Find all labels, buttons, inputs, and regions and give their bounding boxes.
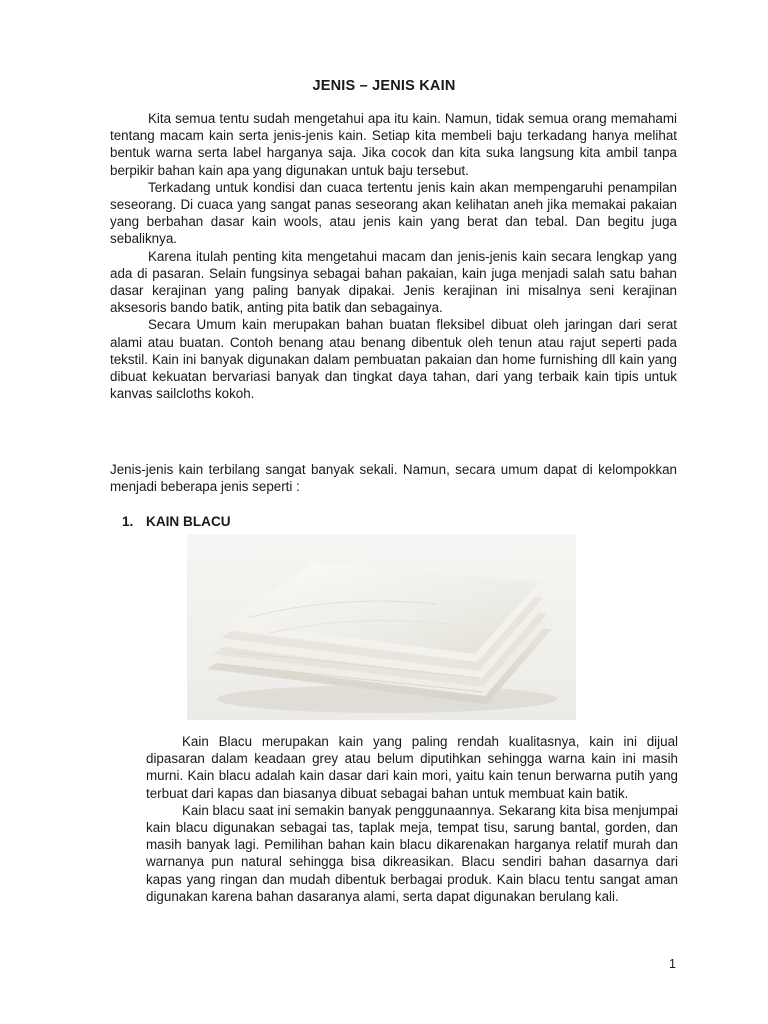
section-paragraph: Kain Blacu merupakan kain yang paling rendah kualitasnya, kain ini dijual dipasaran dalam keadaan grey atau belum diputihkan sehingga warna kain ini masih murni. Kain blacu adalah kain dasar dari kain mori, yaitu kain tenun berwarna putih yang terbuat dari kapas dan biasanya dibuat sebagai bahan untuk membuat kain batik.	[146, 734, 678, 801]
lead-text	[110, 461, 677, 495]
section-title: KAIN BLACU	[146, 514, 231, 529]
document-title: JENIS – JENIS KAIN	[312, 78, 456, 94]
page-number: 1	[669, 957, 676, 971]
intro-paragraph: Terkadang untuk kondisi dan cuaca tertentu jenis kain akan mempengaruhi penampilan seseorang. Di cuaca yang sangat panas seseorang akan kelihatan aneh jika memakai pakaian yang berbahan dasar kain wools, atau jenis kain yang berat dan tebal. Dan begitu juga sebaliknya.	[110, 179, 677, 247]
section-text	[146, 733, 678, 905]
lead-paragraph: Jenis-jenis kain terbilang sangat banyak sekali. Namun, secara umum dapat di kelompokkan menjadi beberapa jenis seperti :	[110, 462, 677, 495]
section-number: 1.	[122, 514, 134, 529]
fabric-photo	[187, 534, 576, 720]
intro-paragraph: Kita semua tentu sudah mengetahui apa itu kain. Namun, tidak semua orang memahami tentang macam kain serta jenis-jenis kain. Setiap kita membeli baju terkadang hanya melihat bentuk warna serta label harganya saja. Jika cocok dan kita suka langsung kita ambil tanpa berpikir bahan kain apa yang digunakan untuk baju tersebut.	[110, 111, 677, 178]
intro-text	[110, 110, 677, 402]
intro-paragraph: Secara Umum kain merupakan bahan buatan fleksibel dibuat oleh jaringan dari serat alami atau buatan. Contoh benang atau benang dibentuk oleh tenun atau rajut seperti pada tekstil. Kain ini banyak digunakan dalam pembuatan pakaian dan home furnishing dll kain yang dibuat kekuatan bervariasi banyak dan tingkat daya tahan, dari yang terbaik kain tipis untuk kanvas sailcloths kokoh.	[110, 317, 677, 402]
folded-white-cloth-image	[187, 534, 576, 720]
intro-paragraph: Karena itulah penting kita mengetahui macam dan jenis-jenis kain secara lengkap yang ada di pasaran. Selain fungsinya sebagai bahan pakaian, kain juga menjadi salah satu bahan dasar kerajinan yang paling banyak dipakai. Jenis kerajinan ini misalnya seni kerajinan aksesoris bando batik, anting pita batik dan sebagainya.	[110, 248, 677, 316]
section-heading	[122, 514, 231, 529]
section-paragraph: Kain blacu saat ini semakin banyak penggunaannya. Sekarang kita bisa menjumpai kain blacu digunakan sebagai tas, taplak meja, tempat tisu, sarung bantal, gorden, dan masih banyak lagi. Pemilihan bahan kain blacu dikarenakan harganya relatif murah dan warnanya pun natural sehingga bisa dikreasikan. Blacu sendiri bahan dasarnya dari kapas yang ringan dan mudah dibentuk berbagai produk. Kain blacu tentu sangat aman digunakan karena bahan dasaranya alami, serta dapat digunakan berulang kali.	[146, 802, 678, 904]
